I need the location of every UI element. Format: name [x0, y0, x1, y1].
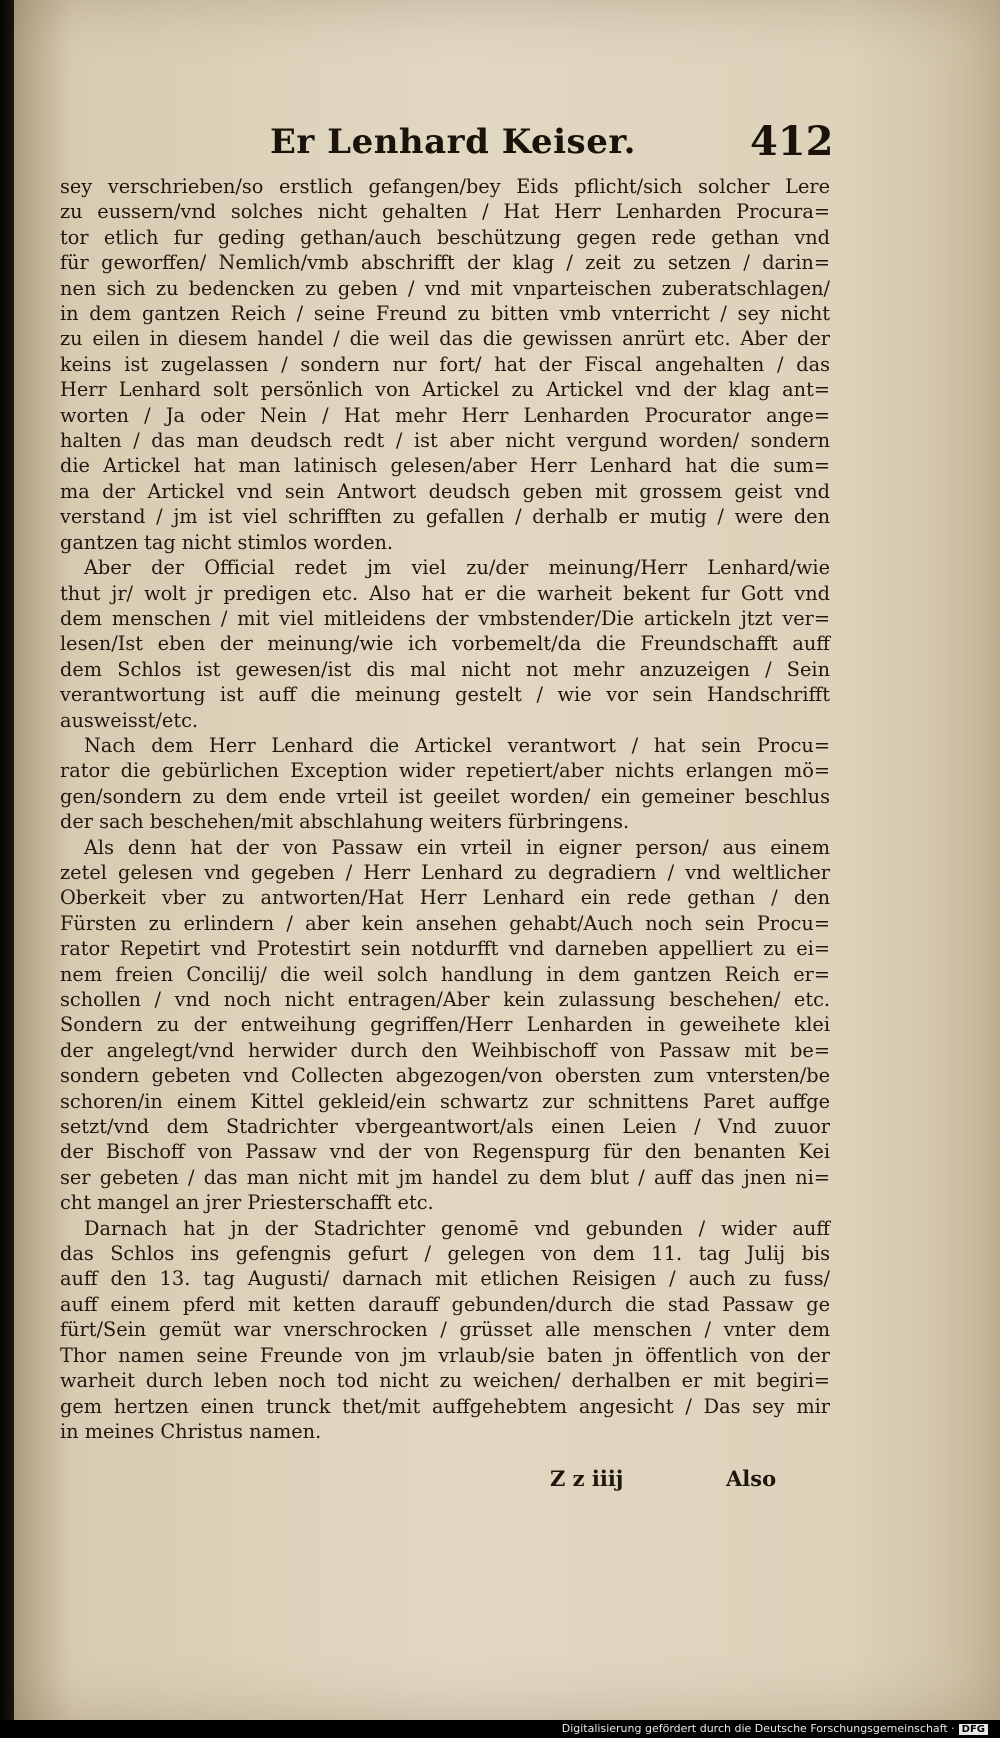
text-line: schollen / vnd noch nicht entragen/Aber kein zulassung beschehen/ etc. — [60, 988, 830, 1011]
signature-mark: Z z iiij — [550, 1466, 624, 1491]
text-line: Als denn hat der von Passaw ein vrteil in eigner person/ aus einem — [84, 835, 830, 859]
text-line: cht mangel an jrer Priesterschafft etc. — [60, 1191, 434, 1215]
text-line: nen sich zu bedencken zu geben / vnd mit vnparteischen zuberatschlagen/ — [60, 276, 830, 300]
page-header — [60, 118, 860, 168]
text-line: sondern gebeten vnd Collecten abgezogen/von obersten zum vntersten/be — [60, 1064, 830, 1088]
text-line: fürt/Sein gemüt war vnerschrocken / grüsset alle menschen / vnter dem — [60, 1318, 830, 1342]
text-line: der angelegt/vnd herwider durch den Weihbischoff von Passaw mit be= — [60, 1038, 830, 1062]
text-line: der Bischoff von Passaw vnd der von Regenspurg für den benanten Kei — [60, 1140, 830, 1164]
text-line: Herr Lenhard solt persönlich von Artickel zu Artickel vnd der klag ant= — [60, 378, 830, 402]
credit-text: Digitalisierung gefördert durch die Deutsche Forschungsgemeinschaft · — [561, 1722, 955, 1735]
text-line: halten / das man deudsch redt / ist aber nicht vergund worden/ sondern — [60, 429, 830, 453]
text-line: tor etlich fur geding gethan/auch beschützung gegen rede gethan vnd — [60, 225, 830, 249]
text-line: gem hertzen einen trunck thet/mit auffgehebtem angesicht / Das sey mir — [60, 1394, 830, 1418]
text-line: gen/sondern zu dem ende vrteil ist geeilet worden/ ein gemeiner beschlus — [60, 784, 830, 808]
text-line: worten / Ja oder Nein / Hat mehr Herr Lenharden Procurator ange= — [60, 403, 830, 427]
text-line: Oberkeit vber zu antworten/Hat Herr Lenhard ein rede gethan / den — [60, 886, 830, 910]
paragraph — [60, 174, 830, 555]
page-number: 412 — [750, 118, 834, 165]
text-line: auff den 13. tag Augusti/ darnach mit etlichen Reisigen / auch zu fuss/ — [60, 1267, 830, 1291]
text-line: in meines Christus namen. — [60, 1419, 322, 1443]
text-line: zu eussern/vnd solches nicht gehalten / Hat Herr Lenharden Procura= — [60, 200, 830, 224]
text-line: schoren/in einem Kittel gekleid/ein schwartz zur schnittens Paret auffge — [60, 1089, 830, 1113]
body-text — [60, 174, 830, 1444]
text-line: sey verschrieben/so erstlich gefangen/bey Eids pflicht/sich solcher Lere — [60, 175, 830, 198]
text-line: Fürsten zu erlindern / aber kein ansehen gehabt/Auch noch sein Procu= — [60, 911, 830, 935]
text-line: ma der Artickel vnd sein Antwort deudsch geben mit grossem geist vnd — [60, 479, 830, 503]
text-line: verantwortung ist auff die meinung gestelt / wie vor sein Handschrifft — [60, 683, 830, 707]
text-line: nem freien Concilij/ die weil solch handlung in dem gantzen Reich er= — [60, 962, 830, 986]
text-line: dem Schlos ist gewesen/ist dis mal nicht not mehr anzuzeigen / Sein — [60, 657, 830, 681]
text-line: keins ist zugelassen / sondern nur fort/ hat der Fiscal angehalten / das — [60, 352, 830, 376]
text-line: die Artickel hat man latinisch gelesen/aber Herr Lenhard hat die sum= — [60, 454, 830, 478]
dfg-logo: DFG — [959, 1724, 988, 1735]
text-line: rator Repetirt vnd Protestirt sein notdurfft vnd darneben appelliert zu ei= — [60, 937, 830, 961]
text-line: in dem gantzen Reich / seine Freund zu bitten vmb vnterricht / sey nicht — [60, 302, 830, 326]
text-line: lesen/Ist eben der meinung/wie ich vorbemelt/da die Freundschafft auff — [60, 632, 830, 656]
paragraph — [60, 733, 830, 835]
text-line: ausweisst/etc. — [60, 708, 199, 732]
text-line: gantzen tag nicht stimlos worden. — [60, 530, 394, 554]
text-line: ser gebeten / das man nicht mit jm handel zu dem blut / auff das jnen ni= — [60, 1165, 830, 1189]
text-line: warheit durch leben noch tod nicht zu weichen/ derhalben er mit begiri= — [60, 1369, 830, 1393]
text-line: Nach dem Herr Lenhard die Artickel verantwort / hat sein Procu= — [84, 733, 830, 757]
text-line: Darnach hat jn der Stadrichter genomē vnd gebunden / wider auff — [84, 1216, 830, 1240]
text-line: setzt/vnd dem Stadrichter vbergeantwort/als einen Leien / Vnd zuuor — [60, 1115, 830, 1139]
page-footer — [60, 1466, 860, 1500]
text-line: zetel gelesen vnd gegeben / Herr Lenhard zu degradiern / vnd weltlicher — [60, 860, 830, 884]
text-line: zu eilen in diesem handel / die weil das die gewissen anrürt etc. Aber der — [60, 327, 830, 351]
funding-credit — [562, 1722, 988, 1735]
text-line: auff einem pferd mit ketten darauff gebunden/durch die stad Passaw ge — [60, 1292, 830, 1316]
text-line: dem menschen / mit viel mitleidens der vmbstender/Die artickeln jtzt ver= — [60, 606, 830, 630]
text-line: Aber der Official redet jm viel zu/der meinung/Herr Lenhard/wie — [84, 556, 830, 580]
text-line: für geworffen/ Nemlich/vmb abschrifft der klag / zeit zu setzen / darin= — [60, 251, 830, 275]
running-head: Er Lenhard Keiser. — [270, 122, 636, 162]
text-line: rator die gebürlichen Exception wider repetiert/aber nichts erlangen mö= — [60, 759, 830, 783]
text-line: thut jr/ wolt jr predigen etc. Also hat er die warheit bekent fur Gott vnd — [60, 581, 830, 605]
paragraph — [60, 835, 830, 1216]
text-line: der sach beschehen/mit abschlahung weiters fürbringens. — [60, 810, 630, 834]
catchword: Also — [726, 1466, 777, 1491]
paragraph — [60, 1216, 830, 1445]
text-line: verstand / jm ist viel schrifften zu gefallen / derhalb er mutig / were den — [60, 505, 830, 529]
paragraph — [60, 555, 830, 733]
text-line: Thor namen seine Freunde von jm vrlaub/sie baten jn öffentlich von der — [60, 1343, 830, 1367]
text-line: Sondern zu der entweihung gegriffen/Herr Lenharden in geweihete klei — [60, 1013, 830, 1037]
text-line: das Schlos ins gefengnis gefurt / gelegen von dem 11. tag Julij bis — [60, 1242, 830, 1266]
